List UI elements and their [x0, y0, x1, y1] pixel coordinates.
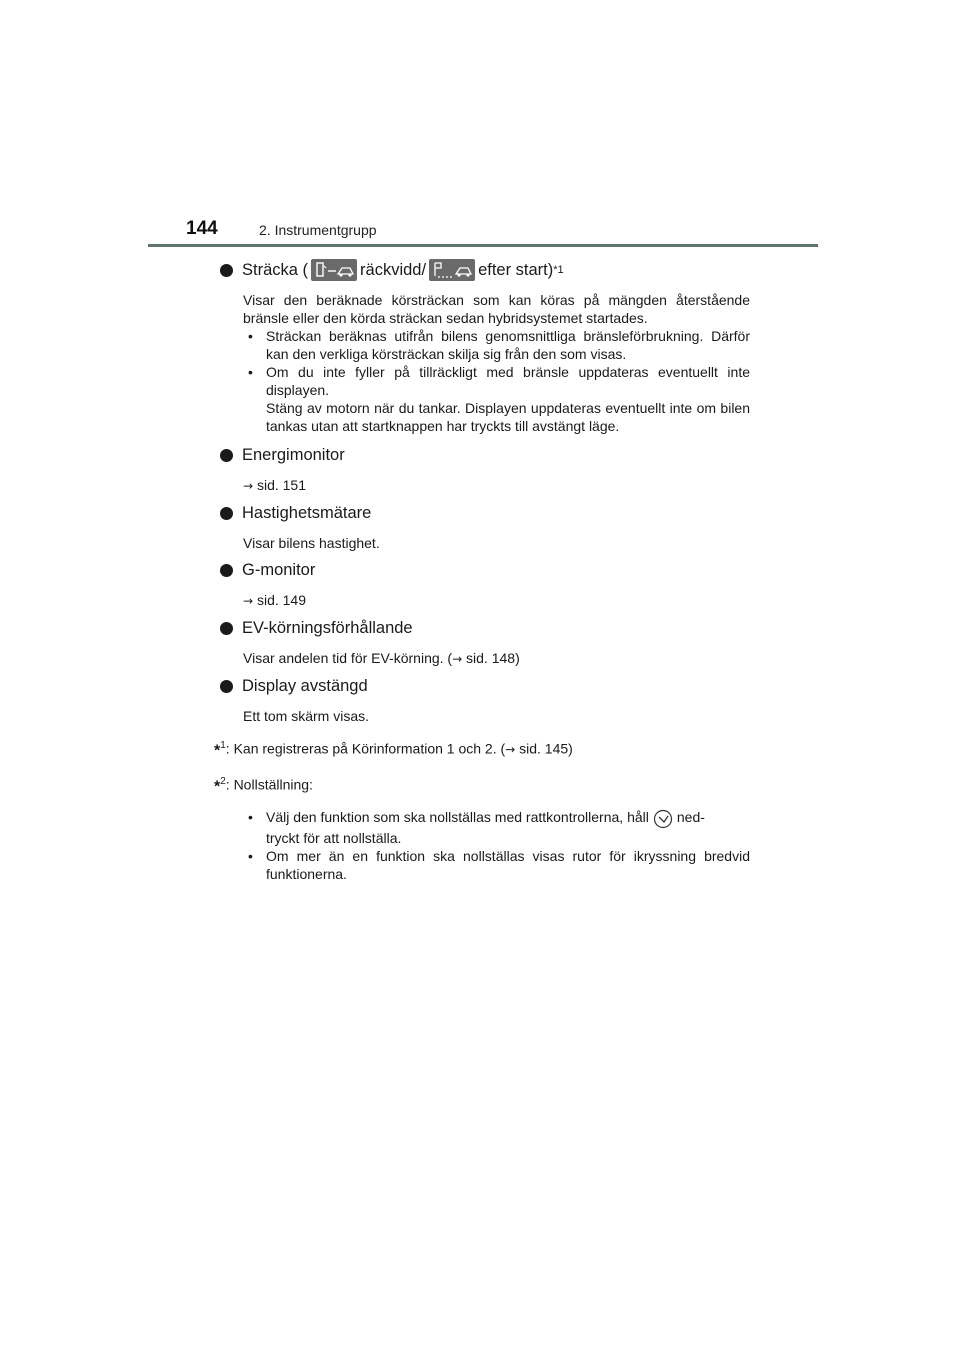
distance-after-start-icon — [429, 259, 475, 281]
fuel-range-icon — [311, 259, 357, 281]
bullet-icon — [220, 264, 233, 277]
display-off-description: Ett tom skärm visas. — [243, 708, 370, 724]
arrow-icon: → — [505, 742, 516, 757]
heading-distance: Sträcka ( räckvidd/ efter start) *1 — [220, 258, 750, 282]
heading-ev-ratio: EV-körningsförhållande — [220, 616, 750, 640]
page-number: 144 — [186, 218, 218, 239]
heading-speedometer: Hastighetsmätare — [220, 501, 750, 525]
bullet-icon — [220, 680, 233, 693]
page-link[interactable]: sid. 145) — [515, 740, 573, 757]
g-monitor-ref — [243, 591, 750, 610]
main-content — [214, 252, 750, 883]
arrow-icon: → — [452, 652, 463, 666]
heading-energy-monitor: Energimonitor — [220, 443, 750, 467]
bullet-icon — [220, 449, 233, 462]
enter-button-icon — [653, 809, 673, 829]
speed-description: Visar bilens hastighet. — [243, 535, 380, 551]
header-divider — [148, 244, 818, 247]
list-item: • Om mer än en funktion ska nollställas visas rutor för ikryssning bredvid funktionerna. — [248, 847, 750, 882]
heading-g-monitor: G-monitor — [220, 558, 750, 582]
bullet-icon — [220, 564, 233, 577]
list-item: • Välj den funktion som ska nollställas med rattkontrollerna, håll ned- tryckt för att nollställa. — [248, 809, 705, 846]
bullet-icon — [220, 622, 233, 635]
page-link[interactable]: sid. 148) — [462, 650, 520, 666]
footnote-ref: *1 — [553, 264, 564, 276]
ev-description: Visar andelen tid för EV-körning. (→ sid. 148) — [243, 650, 520, 666]
arrow-icon: → — [243, 479, 254, 493]
list-item: • Sträckan beräknas utifrån bilens genomsnittliga bränsleförbrukning. Därför kan den verkliga körsträckan skilja sig från den som visas. — [248, 328, 750, 362]
footnote-1: *$^1$: Kan registreras på Körinformation 1 och 2. (→ sid. 145) — [214, 740, 573, 760]
arrow-icon: → — [243, 594, 254, 608]
heading-display-off: Display avstängd — [220, 674, 750, 698]
reset-instructions — [243, 808, 750, 882]
section-title: 2. Instrumentgrupp — [259, 222, 377, 238]
footnote-2: *$^2$: Nollställning: — [214, 775, 313, 796]
bullet-icon — [220, 507, 233, 520]
distance-bullets — [243, 327, 750, 435]
list-item: • Om du inte fyller på tillräckligt med bränsle uppdateras eventuellt inte displayen. Stäng av motorn när du tankar. Displayen uppdateras eventuellt inte om bilen tankas utan att startknappen har tryckts till avstängt läge. — [248, 364, 750, 434]
distance-description: Visar den beräknade körsträckan som kan köras på mängden återstående bränsle eller den körda sträckan sedan hybridsystemet startades. — [243, 292, 750, 326]
page-link[interactable]: sid. 151 — [256, 477, 306, 493]
page-link[interactable]: sid. 149 — [256, 592, 306, 608]
energy-ref — [243, 476, 750, 495]
